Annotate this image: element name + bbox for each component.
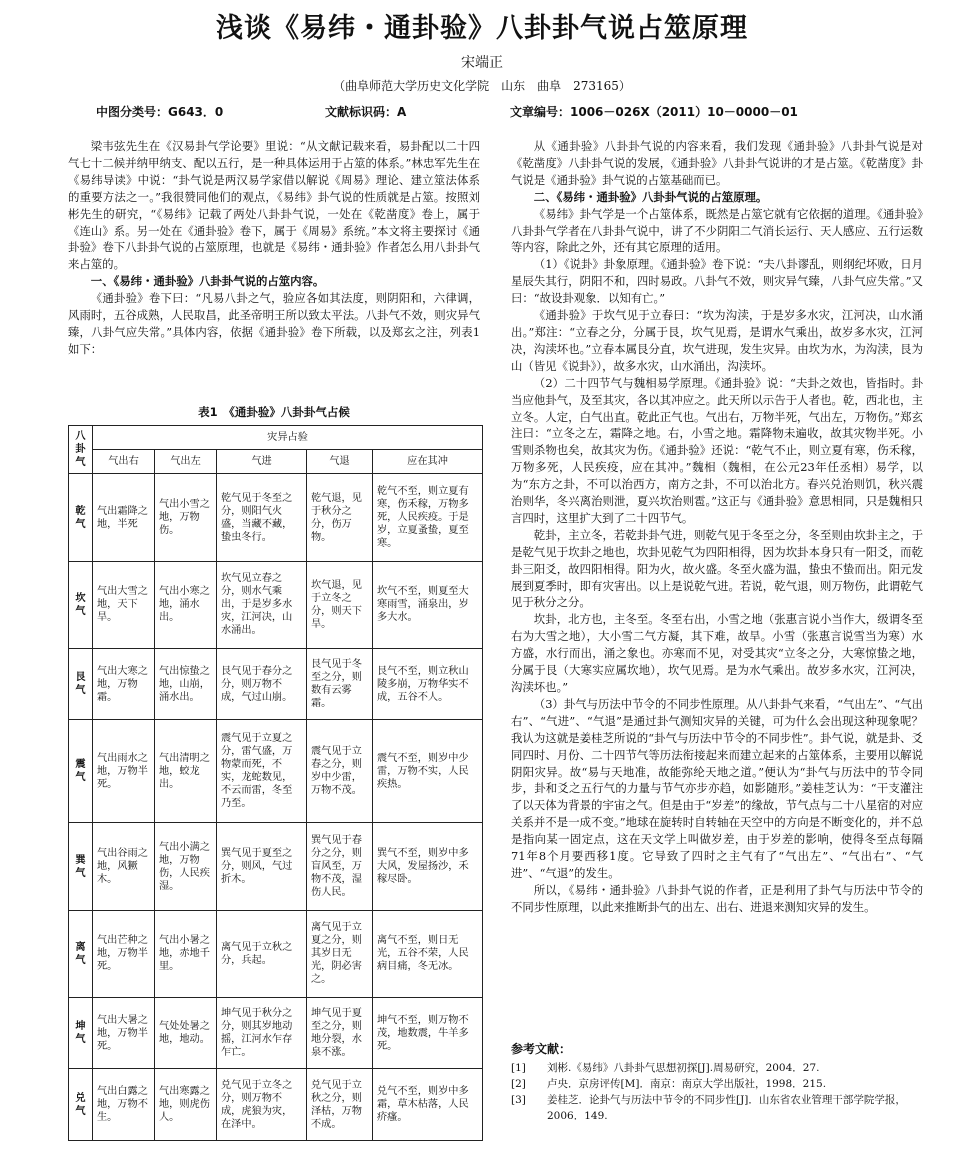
table-cell: 兑气见于立秋之分，则泽枯，万物不成。	[307, 1069, 373, 1141]
gua-label: 巽气	[69, 823, 93, 910]
gua-label: 艮气	[69, 648, 93, 720]
col-header: 气出左	[155, 450, 217, 474]
table-row	[69, 997, 483, 1069]
reference-text: 姜桂芝．论卦气与历法中节令的不同步性[J]．山东省农业管理干部学院学报，2006．149.	[547, 1094, 906, 1122]
table-cell: 震气不至，则岁中少雷，万物不实，人民疾热。	[373, 720, 483, 823]
reference-item	[511, 1076, 923, 1092]
table-cell: 巽气见于夏至之分，则风，气过折木。	[217, 823, 307, 910]
table-caption: 表1 《通卦验》八卦卦气占候	[198, 405, 350, 419]
table-cell: 乾气退，见于秋分之分，伤万物。	[307, 474, 373, 561]
references-heading: 参考文献：	[511, 1042, 572, 1056]
gua-label: 乾气	[69, 474, 93, 561]
table-cell: 气出大寒之地，万物霜。	[93, 648, 155, 720]
table-cell: 气出惊蛰之地，山崩，涌水出。	[155, 648, 217, 720]
gua-label: 震气	[69, 720, 93, 823]
right-paragraph: 所以，《易纬・通卦验》八卦卦气说的作者，正是利用了卦气与历法中节令的不同步性原理，以此来推断卦气的出左、出右、进退来测知灾异的发生。	[511, 882, 923, 914]
right-paragraph: 坎卦，北方也，主冬至。冬至右出，小雪之地（张惠言说小当作大，级谓冬至右为大雪之地），大小雪二气方凝，其下难，故旱。小雪（张惠言说雪当为寒）水方盛，水行而出，涌之象也。亦寒而不见，对受其灾“立冬之分，大寒惊蛰之地，分属于艮（大寒实应属坎地），坎气见焉。是为水气乘出。故岁多水灾，江河决，沟渎坏也。”	[511, 612, 923, 694]
right-column	[511, 138, 923, 1038]
left-paragraph: 《通卦验》卷下曰：“凡易八卦之气，验应各如其法度，则阴阳和，六律调，风雨时，五谷成熟，人民取昌，此圣帝明王所以致太平法。八卦气不效，则灾异气臻，八卦气应失常。”具体内容，依据《通卦验》卷下所载，以及郑玄之注，列表1如下：	[68, 291, 480, 356]
right-paragraph: （2）二十四节气与魏相易学原理。《通卦验》说：“夫卦之效也，皆指时。卦当应他卦气，及至其灾，各以其冲应之。此天所以示告于人者也。乾，西北也，主立冬。人定，白气出直。乾此正气也。气出右，万物半死，气出左，万物伤。”郑玄注曰：“立冬之左，霜降之地。右，小雪之地。霜降物未遍收，故其灾物半死。小雪则杀物也矣，故其灾为伤。《通卦验》还说：“乾气不止，则立夏有寒，伤禾稼，万物多死，人民疾疫，应在其冲。”魏相（魏相，在公元23年任丞相）易学，以为“东方之卦，不可以治西方，南方之卦，不可以治北方。春兴兑治则饥，秋兴震治则华，冬兴离治则泄，夏兴坎治则雹。”这正与《通卦验》意思相同，只是魏相只言四时，这里扩大到了二十四节气。	[511, 375, 923, 525]
reference-text: 刘彬.《易纬》八卦卦气思想初探[J].周易研究，2004．27.	[547, 1062, 820, 1074]
table-cell: 气出谷雨之地，风獗木。	[93, 823, 155, 910]
table-row	[69, 648, 483, 720]
table-cell: 离气不至，则日无光，五谷不荣，人民病目痛，冬无冰。	[373, 910, 483, 997]
table-cell: 气出清明之地，蛟龙出。	[155, 720, 217, 823]
section-heading: 二、《易纬・通卦验》八卦卦气说的占筮原理。	[533, 189, 768, 204]
table-cell: 巽气见于春分之分，则盲风至，万物不茂，湿伤人民。	[307, 823, 373, 910]
table-cell: 坤气见于秋分之分，则其岁地动摇，江河水乍存乍亡。	[217, 997, 307, 1069]
paper-title: 浅谈《易纬・通卦验》八卦卦气说占筮原理	[216, 13, 748, 44]
affiliation: （曲阜师范大学历史文化学院 山东 曲阜 273165）	[333, 79, 631, 93]
table-cell: 气出雨水之地，万物半死。	[93, 720, 155, 823]
article-number: 文章编号：1006－026X（2011）10－0000－01	[510, 105, 798, 119]
table-cell: 兑气见于立冬之分，则万物不成，虎狼为灾，在泽中。	[217, 1069, 307, 1141]
table-cell: 气出白露之地，万物不生。	[93, 1069, 155, 1141]
bagua-table	[68, 425, 483, 1141]
table-cell: 兑气不至，则岁中多霜，草木枯落，人民疥瘙。	[373, 1069, 483, 1141]
doc-code: 文献标识码：A	[325, 105, 407, 119]
table-cell: 坎气不至，则夏至大寒雨雪，涌泉出，岁多大水。	[373, 561, 483, 648]
left-column	[68, 138, 480, 400]
gua-label: 离气	[69, 910, 93, 997]
gua-label: 坎气	[69, 561, 93, 648]
col-header: 气退	[307, 450, 373, 474]
table-cell: 乾气不至，则立夏有寒，伤禾稼，万物多死，人民疾疫。于是岁，立夏蚤蛰，夏至寒。	[373, 474, 483, 561]
table-cell: 坤气见于夏至之分，则地分裂，水泉不涨。	[307, 997, 373, 1069]
section-heading-1: 一、《易纬・通卦验》八卦卦气说的占筮内容。	[90, 274, 325, 289]
table-cell: 气出小满之地，万物伤，人民疾湿。	[155, 823, 217, 910]
col-header: 气出右	[93, 450, 155, 474]
table-cell: 坎气退，见于立冬之分，则天下旱。	[307, 561, 373, 648]
table-cell: 乾气见于冬至之分，则阳气火盛，当藏不藏，蛰虫冬行。	[217, 474, 307, 561]
left-paragraph: 梁韦弦先生在《汉易卦气学论要》里说：“从文献记载来看，易卦配以二十四气七十二候并纳甲纳支、配以五行，是一种具体运用于占筮的体系。”林忠军先生在《易纬导读》中说：“卦气说是两汉易学家借以解说《周易》理论、建立筮法体系的重要方法之一。”我很赞同他们的观点，《易纬》卦气说的性质就是占筮。按照刘彬先生的研究，“《易纬》记载了两处八卦卦气说，一处在《乾凿度》卷上，属于《连山》系。另一处在《通卦验》卷下，属于《周易》系统。”本文将主要探讨《通卦验》卷下八卦卦气说的占筮原理，也就是《易纬・通卦验》作者怎么用八卦卦气来占筮的。	[68, 139, 480, 272]
gua-label: 兑气	[69, 1069, 93, 1141]
table-cell: 气处处暑之地，地动。	[155, 997, 217, 1069]
table-cell: 艮气见于冬至之分，则数有云雾霜。	[307, 648, 373, 720]
table-cell: 气出芒种之地，万物半死。	[93, 910, 155, 997]
table-cell: 气出寒露之地，则虎伤人。	[155, 1069, 217, 1141]
table-cell: 气出小暑之地，赤地千里。	[155, 910, 217, 997]
gua-label: 坤气	[69, 997, 93, 1069]
references-list	[511, 1060, 923, 1124]
table-cell: 气出大雪之地，天下旱。	[93, 561, 155, 648]
table-cell: 离气见于立秋之分，兵起。	[217, 910, 307, 997]
right-paragraph: 《易纬》卦气学是一个占筮体系，既然是占筮它就有它依据的道理。《通卦验》八卦卦气学者在八卦卦气说中，讲了不少阴阳二气消长运行、天人感应、五行运数等内容，除此之外，还有其它原理的适用。	[511, 206, 923, 255]
clc-number: 中图分类号：G643．0	[96, 105, 224, 119]
table-cell: 气出小寒之地，涌水出。	[155, 561, 217, 648]
table-cell: 巽气不至，则岁中多大风，发屋扬沙，禾稼尽卧。	[373, 823, 483, 910]
table-cell: 坤气不至，则万物不茂，地数震，牛羊多死。	[373, 997, 483, 1069]
right-paragraph: 从《通卦验》八卦卦气说的内容来看，我们发现《通卦验》八卦卦气说是对《乾凿度》八卦卦气说的发展，《通卦验》八卦卦气说讲的才是占筮。《乾凿度》卦气说是《通卦验》卦气说的占筮基础而已。	[511, 139, 923, 187]
table-row	[69, 474, 483, 561]
table-row	[69, 720, 483, 823]
table-row	[69, 823, 483, 910]
table-cell: 气出霜降之地，半死	[93, 474, 155, 561]
col-header: 气进	[217, 450, 307, 474]
table-cell: 震气见于立春之分，则岁中少雷，万物不茂。	[307, 720, 373, 823]
right-paragraph: （1）《说卦》卦象原理。《通卦验》卷下说：“夫八卦谬乱，则纲纪坏败，日月星辰失其行，阴阳不和，四时易政。八卦气不效，则灾异气臻，八卦气应失常。”又曰：“故设卦观象．以知有亡。”	[511, 257, 923, 306]
right-paragraph: （3）卦气与历法中节令的不同步性原理。从八卦卦气来看，“气出左”、“气出右”、“气进”、“气退”是通过卦气测知灾异的关键，可为什么会出现这种现象呢？我认为这就是姜桂芝所说的“卦气与历法中节令的不同步性”。卦气说，就是卦、爻同四时、月份、二十四节气等历法衔接起来而建立起来的占筮体系，主要用以解说阴阳灾异。故“易与天地准，故能弥纶天地之道。”便认为“卦气与历法中的节令同步，卦和爻之五行气的力量与节气亦步亦趋，如影随形。”姜桂芝认为：“干支灌注了以天体为背景的宇宙之气。但是由于“岁差”的缘故，节气点与二十八星宿的对应关系并不是一成不变。”地球在旋转时自转轴在天空中的方向是不断变化的，并不总是指向某一固定点，这在天文学上叫做岁差，由于岁差的影响，使得冬至点每隔71年8个月要西移1度。它导致了四时之主气有了“气出左”、“气出右”、“气进”、“气退”的发生。	[511, 696, 923, 880]
table-cell: 气出大暑之地，万物半死。	[93, 997, 155, 1069]
reference-number: [2]	[511, 1078, 526, 1090]
table-cell: 坎气见立春之分，则水气乘出，于是岁多水灾，江河决，山水涌出。	[217, 561, 307, 648]
author: 宋端正	[461, 55, 503, 71]
reference-number: [1]	[511, 1062, 526, 1074]
table-cell: 震气见于立夏之分，雷气盛，万物蒙而死，不实，龙蛇数见，不云而雷，冬至乃至。	[217, 720, 307, 823]
table-corner: 八卦气	[69, 426, 93, 474]
table-cell: 离气见于立夏之分，则其岁日无光，阴必害之。	[307, 910, 373, 997]
col-header: 应在其冲	[373, 450, 483, 474]
right-paragraph: 《通卦验》于坎气见于立春曰：“坎为沟渎，于是岁多水灾，江河决，山水涌出。”郑注：“立春之分，分属于艮，坎气见焉，是谓水气乘出，故岁多水灾，江河决，沟渎坏也。”立春本属艮分直，坎气进现，发生灾异。由坎为水，为沟渎，艮为山（皆见《说卦》），故多水灾，山水涌出，沟渎坏。	[511, 308, 923, 373]
table-group-header: 灾异占验	[93, 426, 483, 450]
table-cell: 气出小雪之地，万物伤。	[155, 474, 217, 561]
table-cell: 艮气不至，则立秋山陵多崩，万物华实不成，五谷不人。	[373, 648, 483, 720]
table-row	[69, 910, 483, 997]
table-cell: 艮气见于春分之分，则万物不成，气过山崩。	[217, 648, 307, 720]
table-row	[69, 561, 483, 648]
reference-item	[511, 1060, 923, 1076]
table-row	[69, 1069, 483, 1141]
reference-number: [3]	[511, 1094, 526, 1106]
reference-text: 卢央．京房评传[M]．南京：南京大学出版社，1998．215.	[547, 1078, 827, 1090]
right-paragraph: 乾卦，主立冬，若乾卦卦气进，则乾气见于冬至之分，冬至则由坎卦主之，于是乾气见于坎卦之地也，坎卦见乾气为四阳相得，因为坎卦本身只有一阳爻，而乾卦三阳爻，故四阳相得。阳为火，故火盛。冬至火盛为温，蛰虫不蛰而出。阳元发展到夏季时，即有灾害出。以上是说乾气进。若说，乾气退，则万物伤，此谓乾气见于秋分之分。	[511, 527, 923, 610]
reference-item	[511, 1092, 923, 1124]
